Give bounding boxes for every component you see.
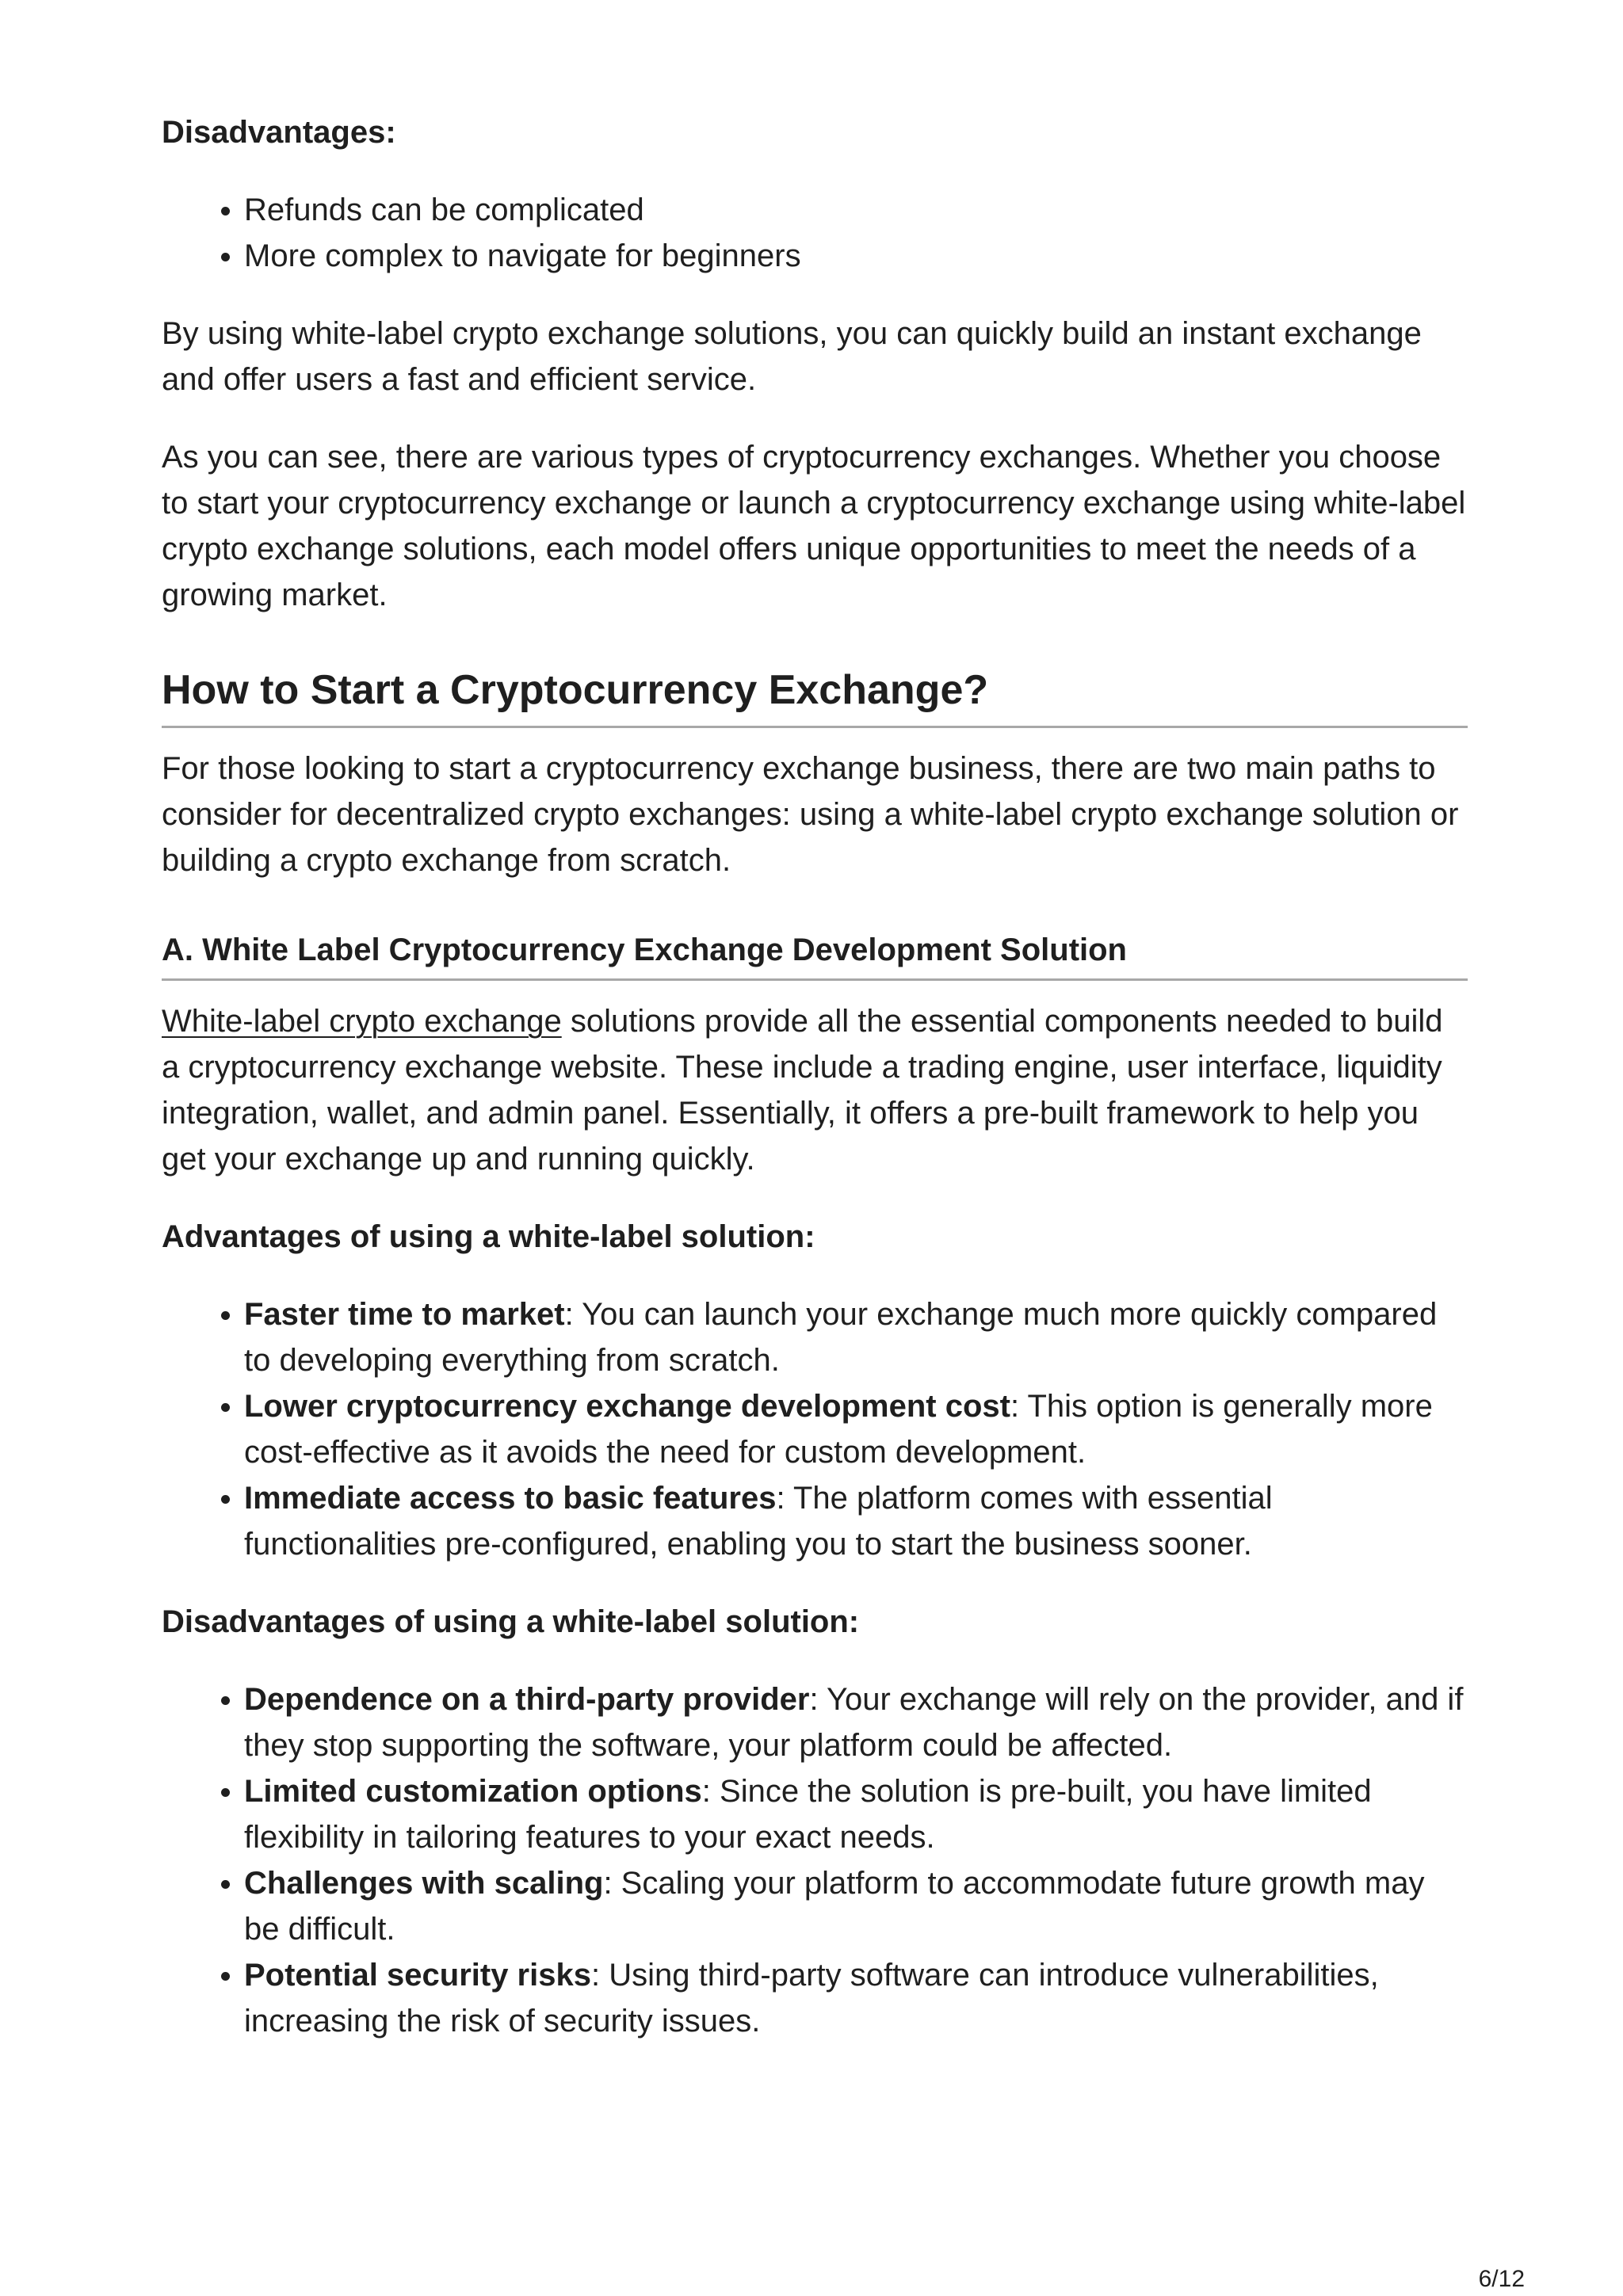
white-label-crypto-exchange-link[interactable]: White-label crypto exchange xyxy=(162,1004,562,1039)
subsection-paragraph-text: solutions provide all the essential components needed to build a cryptocurrency exchange website. These include a trading engine, user interface, liquidity integration, wallet, and admin panel. Essentially, it offers a pre-built framework to help you get your exchange up and running quickly. xyxy=(162,1004,1443,1177)
section-heading: How to Start a Cryptocurrency Exchange? xyxy=(162,662,1468,728)
subsection-paragraph xyxy=(162,998,1468,1182)
paragraph-exchange-types: As you can see, there are various types of cryptocurrency exchanges. Whether you choose to start your cryptocurrency exchange or launch a cryptocurrency exchange using white-label crypto exchange solutions, each model offers unique opportunities to meet the needs of a growing market. xyxy=(162,440,1466,612)
paragraph-white-label-instant: By using white-label crypto exchange solutions, you can quickly build an instant exchange and offer users a fast and efficient service. xyxy=(162,316,1422,397)
white-label-disadvantages-list xyxy=(162,1676,1468,2044)
list-item xyxy=(244,1952,1468,2044)
list-item: • More complex to navigate for beginners xyxy=(244,233,1468,279)
advantages-list xyxy=(162,1291,1468,1567)
disadvantages-list xyxy=(162,187,1468,279)
list-item xyxy=(244,1475,1468,1567)
list-item-term: Challenges with scaling xyxy=(244,1866,604,1901)
page-number: 6/12 xyxy=(1478,2266,1525,2292)
section-intro: For those looking to start a cryptocurrency exchange business, there are two main paths to consider for decentralized crypto exchanges: using a white-label crypto exchange solution or building a crypto exchange from scratch. xyxy=(162,751,1459,878)
list-item xyxy=(244,1291,1468,1383)
list-item-term: Faster time to market xyxy=(244,1297,565,1332)
list-item xyxy=(244,1676,1468,1768)
list-item-text: : Since the solution is pre-built, you have limited flexibility in tailoring features to your exact needs. xyxy=(244,1774,1372,1855)
list-item-term: Immediate access to basic features xyxy=(244,1481,777,1516)
list-item-text: : Your exchange will rely on the provider, and if they stop supporting the software, your platform could be affected. xyxy=(244,1682,1464,1763)
list-item-term: Dependence on a third-party provider xyxy=(244,1682,810,1717)
list-item-term: Lower cryptocurrency exchange development cost xyxy=(244,1389,1010,1424)
list-item-text: : You can launch your exchange much more quickly compared to developing everything from scratch. xyxy=(244,1297,1438,1378)
list-item-text: : The platform comes with essential functionalities pre-configured, enabling you to start the business sooner. xyxy=(244,1481,1273,1562)
list-item-text: : This option is generally more cost-effective as it avoids the need for custom development. xyxy=(244,1389,1433,1470)
list-item-text: : Scaling your platform to accommodate future growth may be difficult. xyxy=(244,1866,1425,1947)
subsection-heading: A. White Label Cryptocurrency Exchange Development Solution xyxy=(162,928,1468,981)
white-label-disadvantages-heading: Disadvantages of using a white-label solution: xyxy=(162,1604,860,1639)
advantages-heading: Advantages of using a white-label solution: xyxy=(162,1219,815,1254)
list-item-text: : Using third-party software can introduce vulnerabilities, increasing the risk of security issues. xyxy=(244,1958,1379,2039)
list-item: • Refunds can be complicated xyxy=(244,187,1468,233)
list-item xyxy=(244,1768,1468,1860)
disadvantages-heading: Disadvantages: xyxy=(162,115,396,150)
document-page xyxy=(162,109,1468,2076)
list-item-term: Limited customization options xyxy=(244,1774,702,1809)
list-item-term: Potential security risks xyxy=(244,1958,591,1993)
list-item xyxy=(244,1860,1468,1952)
list-item xyxy=(244,1383,1468,1475)
